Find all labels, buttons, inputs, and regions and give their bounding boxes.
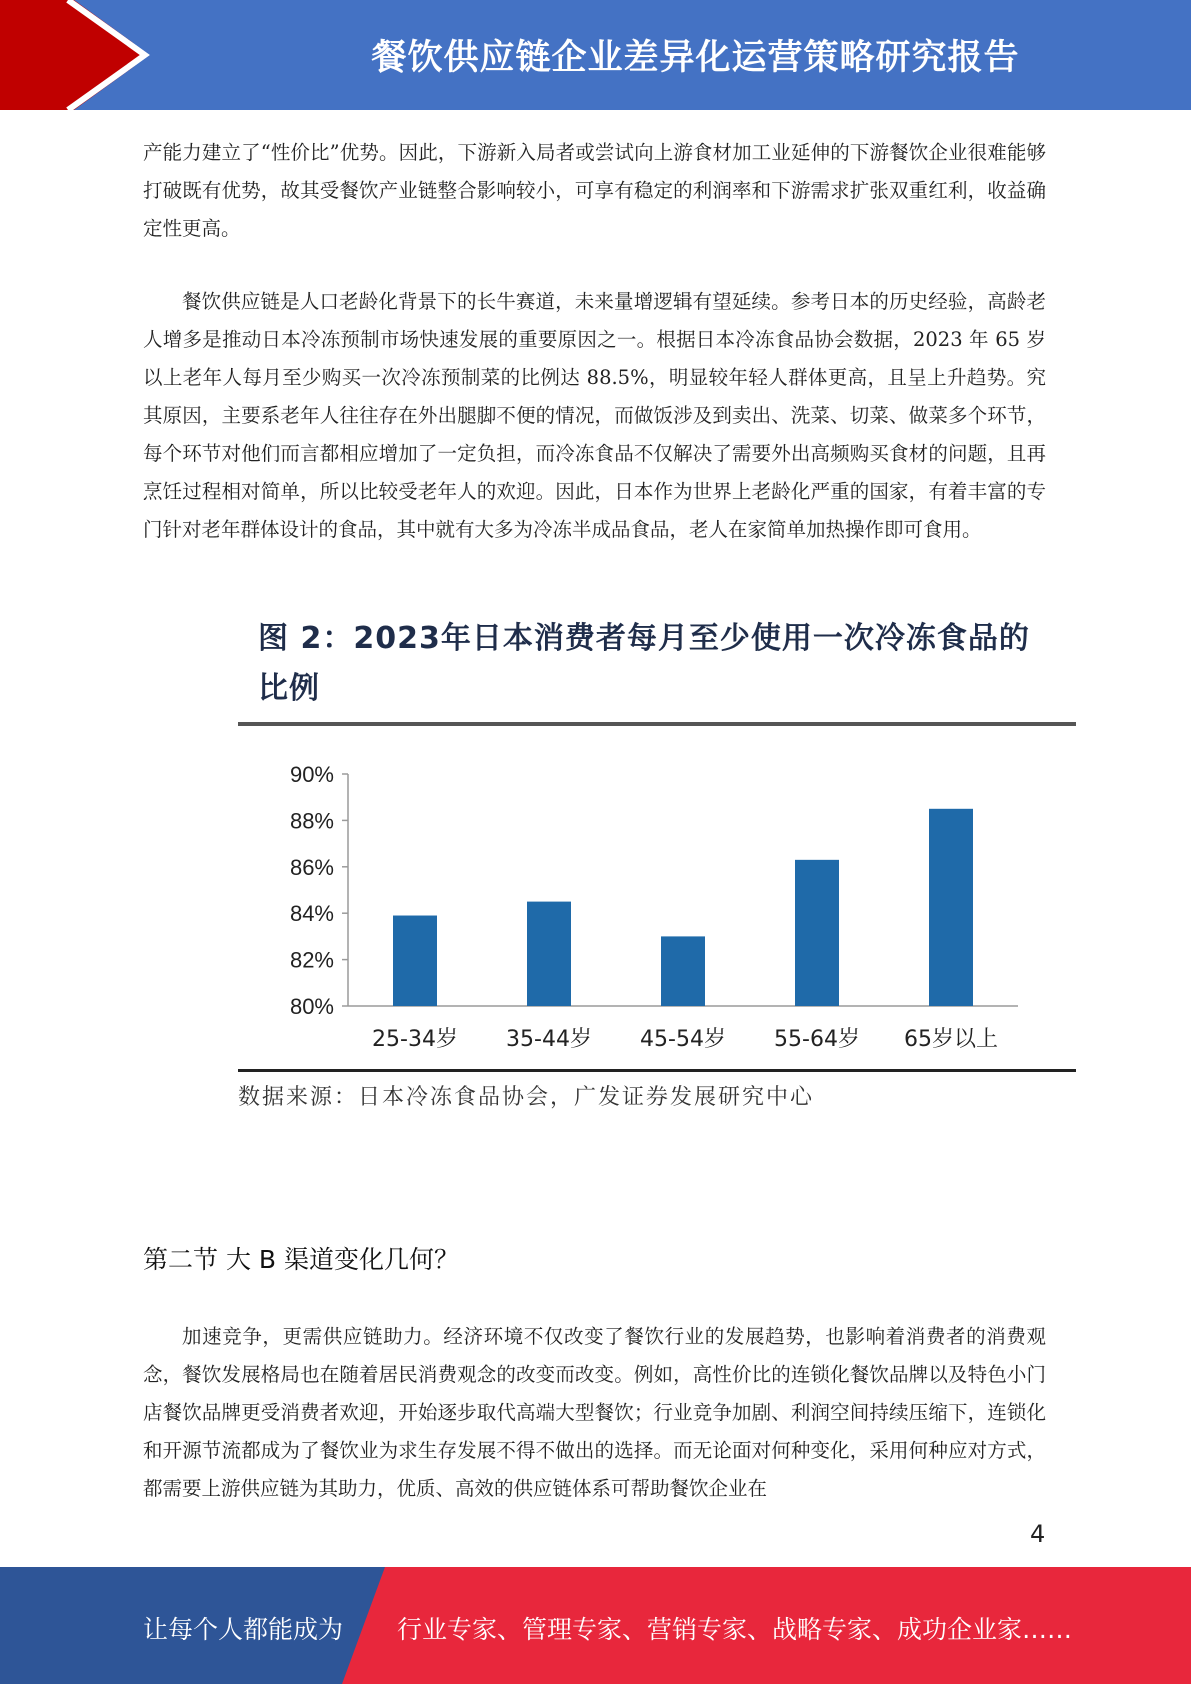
- figure-title: 图 2：2023年日本消费者每月至少使用一次冷冻食品的比例: [258, 621, 1030, 706]
- paragraph-2: 餐饮供应链是人口老龄化背景下的长牛赛道，未来量增逻辑有望延续。参考日本的历史经验，高龄老人增多是推动日本冷冻预制市场快速发展的重要原因之一。根据日本冷冻食品协会数据，2023 年 65 岁以上老年人每月至少购买一次冷冻预制菜的比例达 88.5%，明显较年轻人群体更高，且呈上升趋势。究其原因，主要系老年人往往存在外出腿脚不便的情况，而做饭涉及到卖出、洗菜、切菜、做菜多个环节，每个环节对他们而言都相应增加了一定负担，而冷冻食品不仅解决了需要外出高频购买食材的问题，且再烹饪过程相对简单，所以比较受老年人的欢迎。因此，日本作为世界上老龄化严重的国家，有着丰富的专门针对老年群体设计的食品，其中就有大多为冷冻半成品食品，老人在家简单加热操作即可食用。: [143, 290, 1046, 541]
- page-number: 4: [1030, 1520, 1046, 1548]
- x-tick-label: 45-54岁: [640, 1027, 726, 1052]
- bar: [795, 860, 839, 1006]
- y-tick-label: 86%: [289, 854, 334, 880]
- figure-top-rule: [238, 722, 1076, 726]
- bar: [393, 916, 437, 1006]
- bar: [527, 902, 571, 1006]
- figure-bottom-rule: [238, 1069, 1076, 1072]
- bar: [929, 809, 973, 1006]
- section-paragraph: 加速竞争，更需供应链助力。经济环境不仅改变了餐饮行业的发展趋势，也影响着消费者的消费观念，餐饮发展格局也在随着居民消费观念的改变而改变。例如，高性价比的连锁化餐饮品牌以及特色小门店餐饮品牌更受消费者欢迎，开始逐步取代高端大型餐饮；行业竞争加剧、利润空间持续压缩下，连锁化和开源节流都成为了餐饮业为求生存发展不得不做出的选择。而无论面对何种变化，采用何种应对方式，都需要上游供应链为其助力，优质、高效的供应链体系可帮助餐饮企业在: [143, 1325, 1046, 1500]
- header-arrow-decoration: [0, 0, 150, 110]
- x-tick-label: 55-64岁: [774, 1027, 860, 1052]
- figure-source: 数据来源：日本冷冻食品协会，广发证券发展研究中心: [238, 1085, 815, 1110]
- footer-slogan: 让每个人都能成为: [143, 1615, 344, 1644]
- y-tick-label: 88%: [289, 808, 334, 834]
- paragraph-1: 产能力建立了“性价比”优势。因此，下游新入局者或尝试向上游食材加工业延伸的下游餐饮企业很难能够打破既有优势，故其受餐饮产业链整合影响较小，可享有稳定的利润率和下游需求扩张双重红利，收益确定性更高。: [143, 141, 1046, 240]
- figure-2: [238, 614, 1076, 1114]
- header-banner: [0, 0, 1191, 110]
- bar: [661, 936, 705, 1006]
- y-tick-label: 80%: [289, 994, 334, 1019]
- report-title: 餐饮供应链企业差异化运营策略研究报告: [371, 38, 1020, 78]
- y-tick-label: 84%: [289, 901, 334, 927]
- x-tick-label: 65岁以上: [904, 1027, 998, 1052]
- section-heading: 第二节 大 B 渠道变化几何？: [143, 1245, 459, 1274]
- footer-slogan-list: 行业专家、管理专家、营销专家、战略专家、成功企业家……: [397, 1615, 1073, 1644]
- y-tick-label: 90%: [289, 762, 334, 787]
- x-tick-label: 35-44岁: [506, 1027, 592, 1052]
- y-tick-label: 82%: [289, 947, 334, 973]
- x-tick-label: 25-34岁: [372, 1027, 458, 1052]
- bar-chart: [238, 734, 1076, 1064]
